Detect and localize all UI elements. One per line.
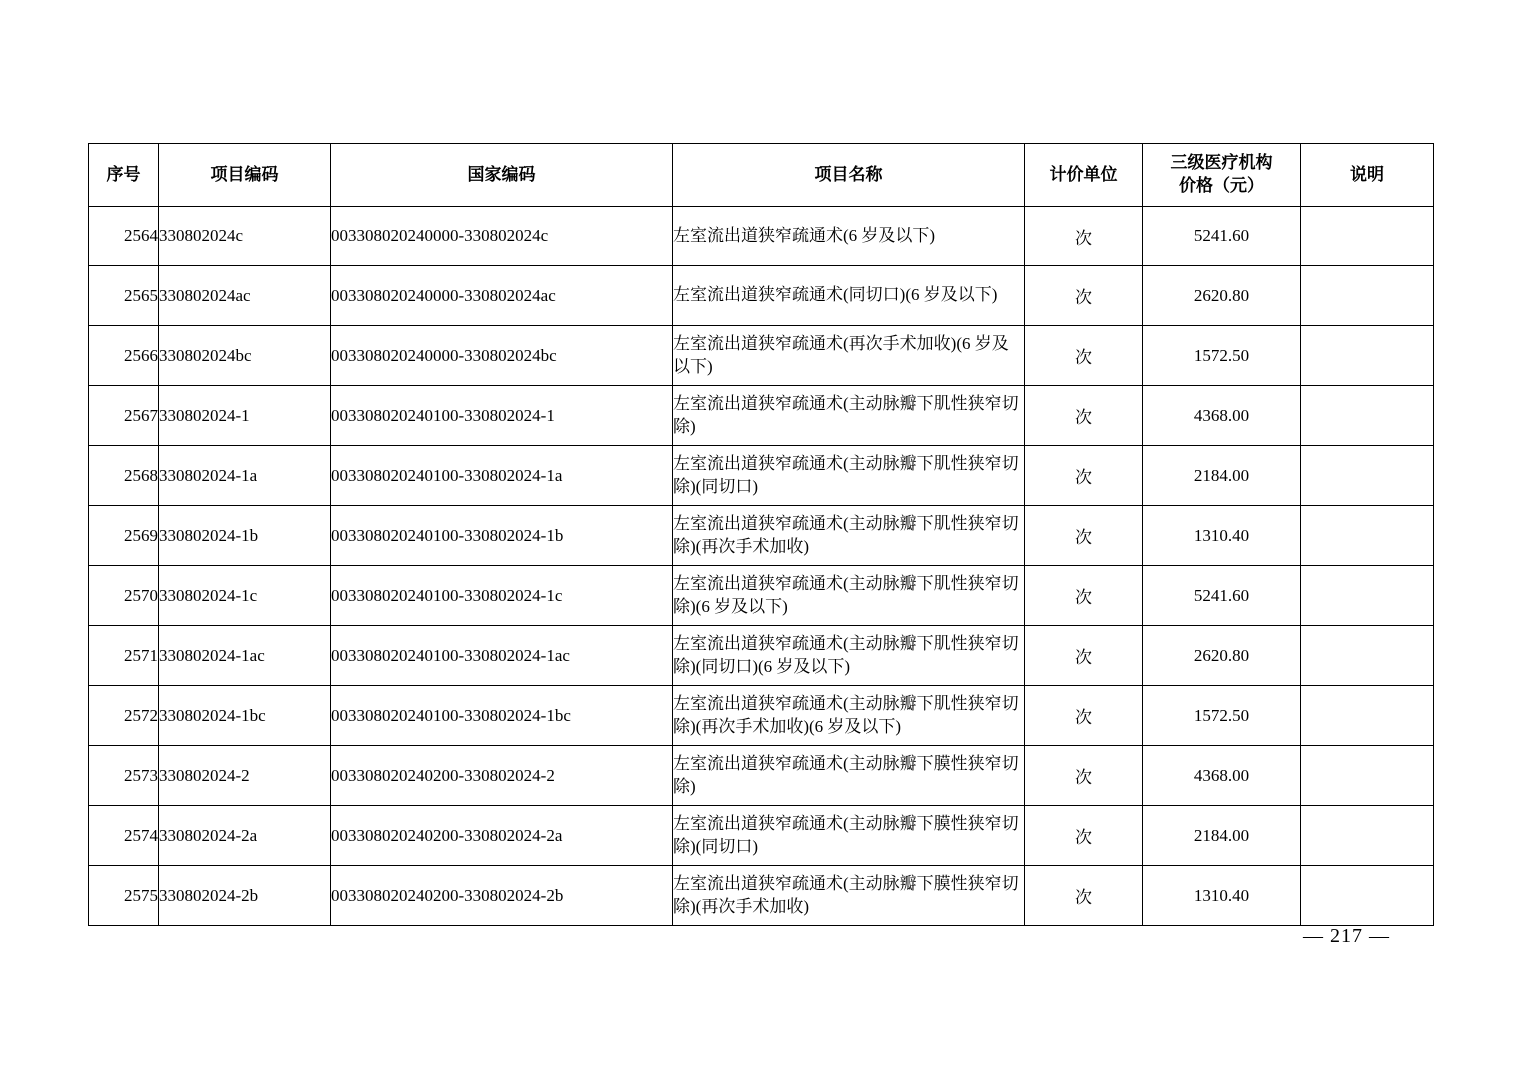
cell-unit: 次 xyxy=(1025,806,1143,866)
cell-seq: 2574 xyxy=(89,806,159,866)
cell-note xyxy=(1301,866,1434,926)
cell-unit: 次 xyxy=(1025,746,1143,806)
cell-item-name: 左室流出道狭窄疏通术(主动脉瓣下肌性狭窄切除)(同切口)(6 岁及以下) xyxy=(673,626,1025,686)
table-row xyxy=(89,806,1434,866)
table-row xyxy=(89,266,1434,326)
cell-item-name: 左室流出道狭窄疏通术(主动脉瓣下肌性狭窄切除)(再次手术加收)(6 岁及以下) xyxy=(673,686,1025,746)
column-header-price xyxy=(1143,144,1301,207)
cell-price: 1310.40 xyxy=(1143,866,1301,926)
table-row xyxy=(89,386,1434,446)
cell-item-name: 左室流出道狭窄疏通术(同切口)(6 岁及以下) xyxy=(673,266,1025,326)
cell-note xyxy=(1301,506,1434,566)
cell-item-name: 左室流出道狭窄疏通术(主动脉瓣下肌性狭窄切除)(6 岁及以下) xyxy=(673,566,1025,626)
cell-note xyxy=(1301,266,1434,326)
cell-note xyxy=(1301,686,1434,746)
table-row xyxy=(89,446,1434,506)
cell-unit: 次 xyxy=(1025,326,1143,386)
column-header-national-code: 国家编码 xyxy=(331,144,673,207)
cell-seq: 2568 xyxy=(89,446,159,506)
cell-item-name: 左室流出道狭窄疏通术(主动脉瓣下膜性狭窄切除)(再次手术加收) xyxy=(673,866,1025,926)
cell-national-code: 003308020240100-330802024-1 xyxy=(331,386,673,446)
cell-national-code: 003308020240200-330802024-2 xyxy=(331,746,673,806)
cell-item-code: 330802024-1a xyxy=(159,446,331,506)
cell-unit: 次 xyxy=(1025,266,1143,326)
cell-seq: 2566 xyxy=(89,326,159,386)
table-header xyxy=(89,144,1434,207)
cell-item-code: 330802024-1b xyxy=(159,506,331,566)
table-row xyxy=(89,506,1434,566)
cell-seq: 2570 xyxy=(89,566,159,626)
cell-seq: 2569 xyxy=(89,506,159,566)
cell-seq: 2564 xyxy=(89,207,159,266)
cell-item-code: 330802024bc xyxy=(159,326,331,386)
cell-seq: 2571 xyxy=(89,626,159,686)
cell-item-name: 左室流出道狭窄疏通术(主动脉瓣下肌性狭窄切除) xyxy=(673,386,1025,446)
medical-price-table xyxy=(88,143,1434,926)
cell-price: 4368.00 xyxy=(1143,746,1301,806)
cell-unit: 次 xyxy=(1025,566,1143,626)
cell-note xyxy=(1301,806,1434,866)
cell-national-code: 003308020240100-330802024-1ac xyxy=(331,626,673,686)
cell-item-code: 330802024ac xyxy=(159,266,331,326)
cell-seq: 2573 xyxy=(89,746,159,806)
cell-seq: 2575 xyxy=(89,866,159,926)
table-row xyxy=(89,746,1434,806)
table-body xyxy=(89,207,1434,926)
table-row xyxy=(89,686,1434,746)
cell-note xyxy=(1301,626,1434,686)
cell-item-name: 左室流出道狭窄疏通术(主动脉瓣下肌性狭窄切除)(再次手术加收) xyxy=(673,506,1025,566)
cell-price: 2184.00 xyxy=(1143,446,1301,506)
column-header-note: 说明 xyxy=(1301,144,1434,207)
cell-item-name: 左室流出道狭窄疏通术(主动脉瓣下肌性狭窄切除)(同切口) xyxy=(673,446,1025,506)
column-header-item-code: 项目编码 xyxy=(159,144,331,207)
cell-price: 1572.50 xyxy=(1143,686,1301,746)
column-header-unit: 计价单位 xyxy=(1025,144,1143,207)
table-row xyxy=(89,326,1434,386)
cell-note xyxy=(1301,326,1434,386)
cell-price: 4368.00 xyxy=(1143,386,1301,446)
table-row xyxy=(89,566,1434,626)
cell-seq: 2565 xyxy=(89,266,159,326)
cell-unit: 次 xyxy=(1025,386,1143,446)
cell-price: 5241.60 xyxy=(1143,207,1301,266)
table-row xyxy=(89,626,1434,686)
cell-unit: 次 xyxy=(1025,446,1143,506)
cell-note xyxy=(1301,386,1434,446)
table-header-row xyxy=(89,144,1434,207)
cell-national-code: 003308020240100-330802024-1c xyxy=(331,566,673,626)
cell-national-code: 003308020240000-330802024bc xyxy=(331,326,673,386)
cell-item-code: 330802024c xyxy=(159,207,331,266)
table-row xyxy=(89,207,1434,266)
cell-item-name: 左室流出道狭窄疏通术(主动脉瓣下膜性狭窄切除)(同切口) xyxy=(673,806,1025,866)
cell-seq: 2572 xyxy=(89,686,159,746)
cell-item-name: 左室流出道狭窄疏通术(再次手术加收)(6 岁及以下) xyxy=(673,326,1025,386)
cell-unit: 次 xyxy=(1025,686,1143,746)
cell-item-code: 330802024-1c xyxy=(159,566,331,626)
cell-price: 2620.80 xyxy=(1143,266,1301,326)
cell-item-name: 左室流出道狭窄疏通术(主动脉瓣下膜性狭窄切除) xyxy=(673,746,1025,806)
cell-national-code: 003308020240100-330802024-1a xyxy=(331,446,673,506)
cell-price: 2184.00 xyxy=(1143,806,1301,866)
cell-item-code: 330802024-2b xyxy=(159,866,331,926)
cell-price: 5241.60 xyxy=(1143,566,1301,626)
cell-note xyxy=(1301,566,1434,626)
cell-seq: 2567 xyxy=(89,386,159,446)
cell-national-code: 003308020240000-330802024ac xyxy=(331,266,673,326)
cell-national-code: 003308020240100-330802024-1bc xyxy=(331,686,673,746)
column-header-price-line2: 价格（元） xyxy=(1179,176,1264,195)
cell-item-code: 330802024-1 xyxy=(159,386,331,446)
cell-unit: 次 xyxy=(1025,866,1143,926)
cell-item-name: 左室流出道狭窄疏通术(6 岁及以下) xyxy=(673,207,1025,266)
cell-national-code: 003308020240200-330802024-2a xyxy=(331,806,673,866)
cell-price: 1310.40 xyxy=(1143,506,1301,566)
cell-item-code: 330802024-2 xyxy=(159,746,331,806)
cell-national-code: 003308020240100-330802024-1b xyxy=(331,506,673,566)
column-header-item-name: 项目名称 xyxy=(673,144,1025,207)
cell-unit: 次 xyxy=(1025,207,1143,266)
cell-item-code: 330802024-1ac xyxy=(159,626,331,686)
column-header-price-line1: 三级医疗机构 xyxy=(1170,153,1273,173)
cell-note xyxy=(1301,207,1434,266)
cell-national-code: 003308020240000-330802024c xyxy=(331,207,673,266)
cell-unit: 次 xyxy=(1025,506,1143,566)
page-number: — 217 — xyxy=(1303,925,1390,947)
cell-note xyxy=(1301,446,1434,506)
cell-unit: 次 xyxy=(1025,626,1143,686)
cell-price: 2620.80 xyxy=(1143,626,1301,686)
cell-price: 1572.50 xyxy=(1143,326,1301,386)
cell-item-code: 330802024-1bc xyxy=(159,686,331,746)
cell-note xyxy=(1301,746,1434,806)
cell-national-code: 003308020240200-330802024-2b xyxy=(331,866,673,926)
cell-item-code: 330802024-2a xyxy=(159,806,331,866)
table-row xyxy=(89,866,1434,926)
column-header-seq: 序号 xyxy=(89,144,159,207)
